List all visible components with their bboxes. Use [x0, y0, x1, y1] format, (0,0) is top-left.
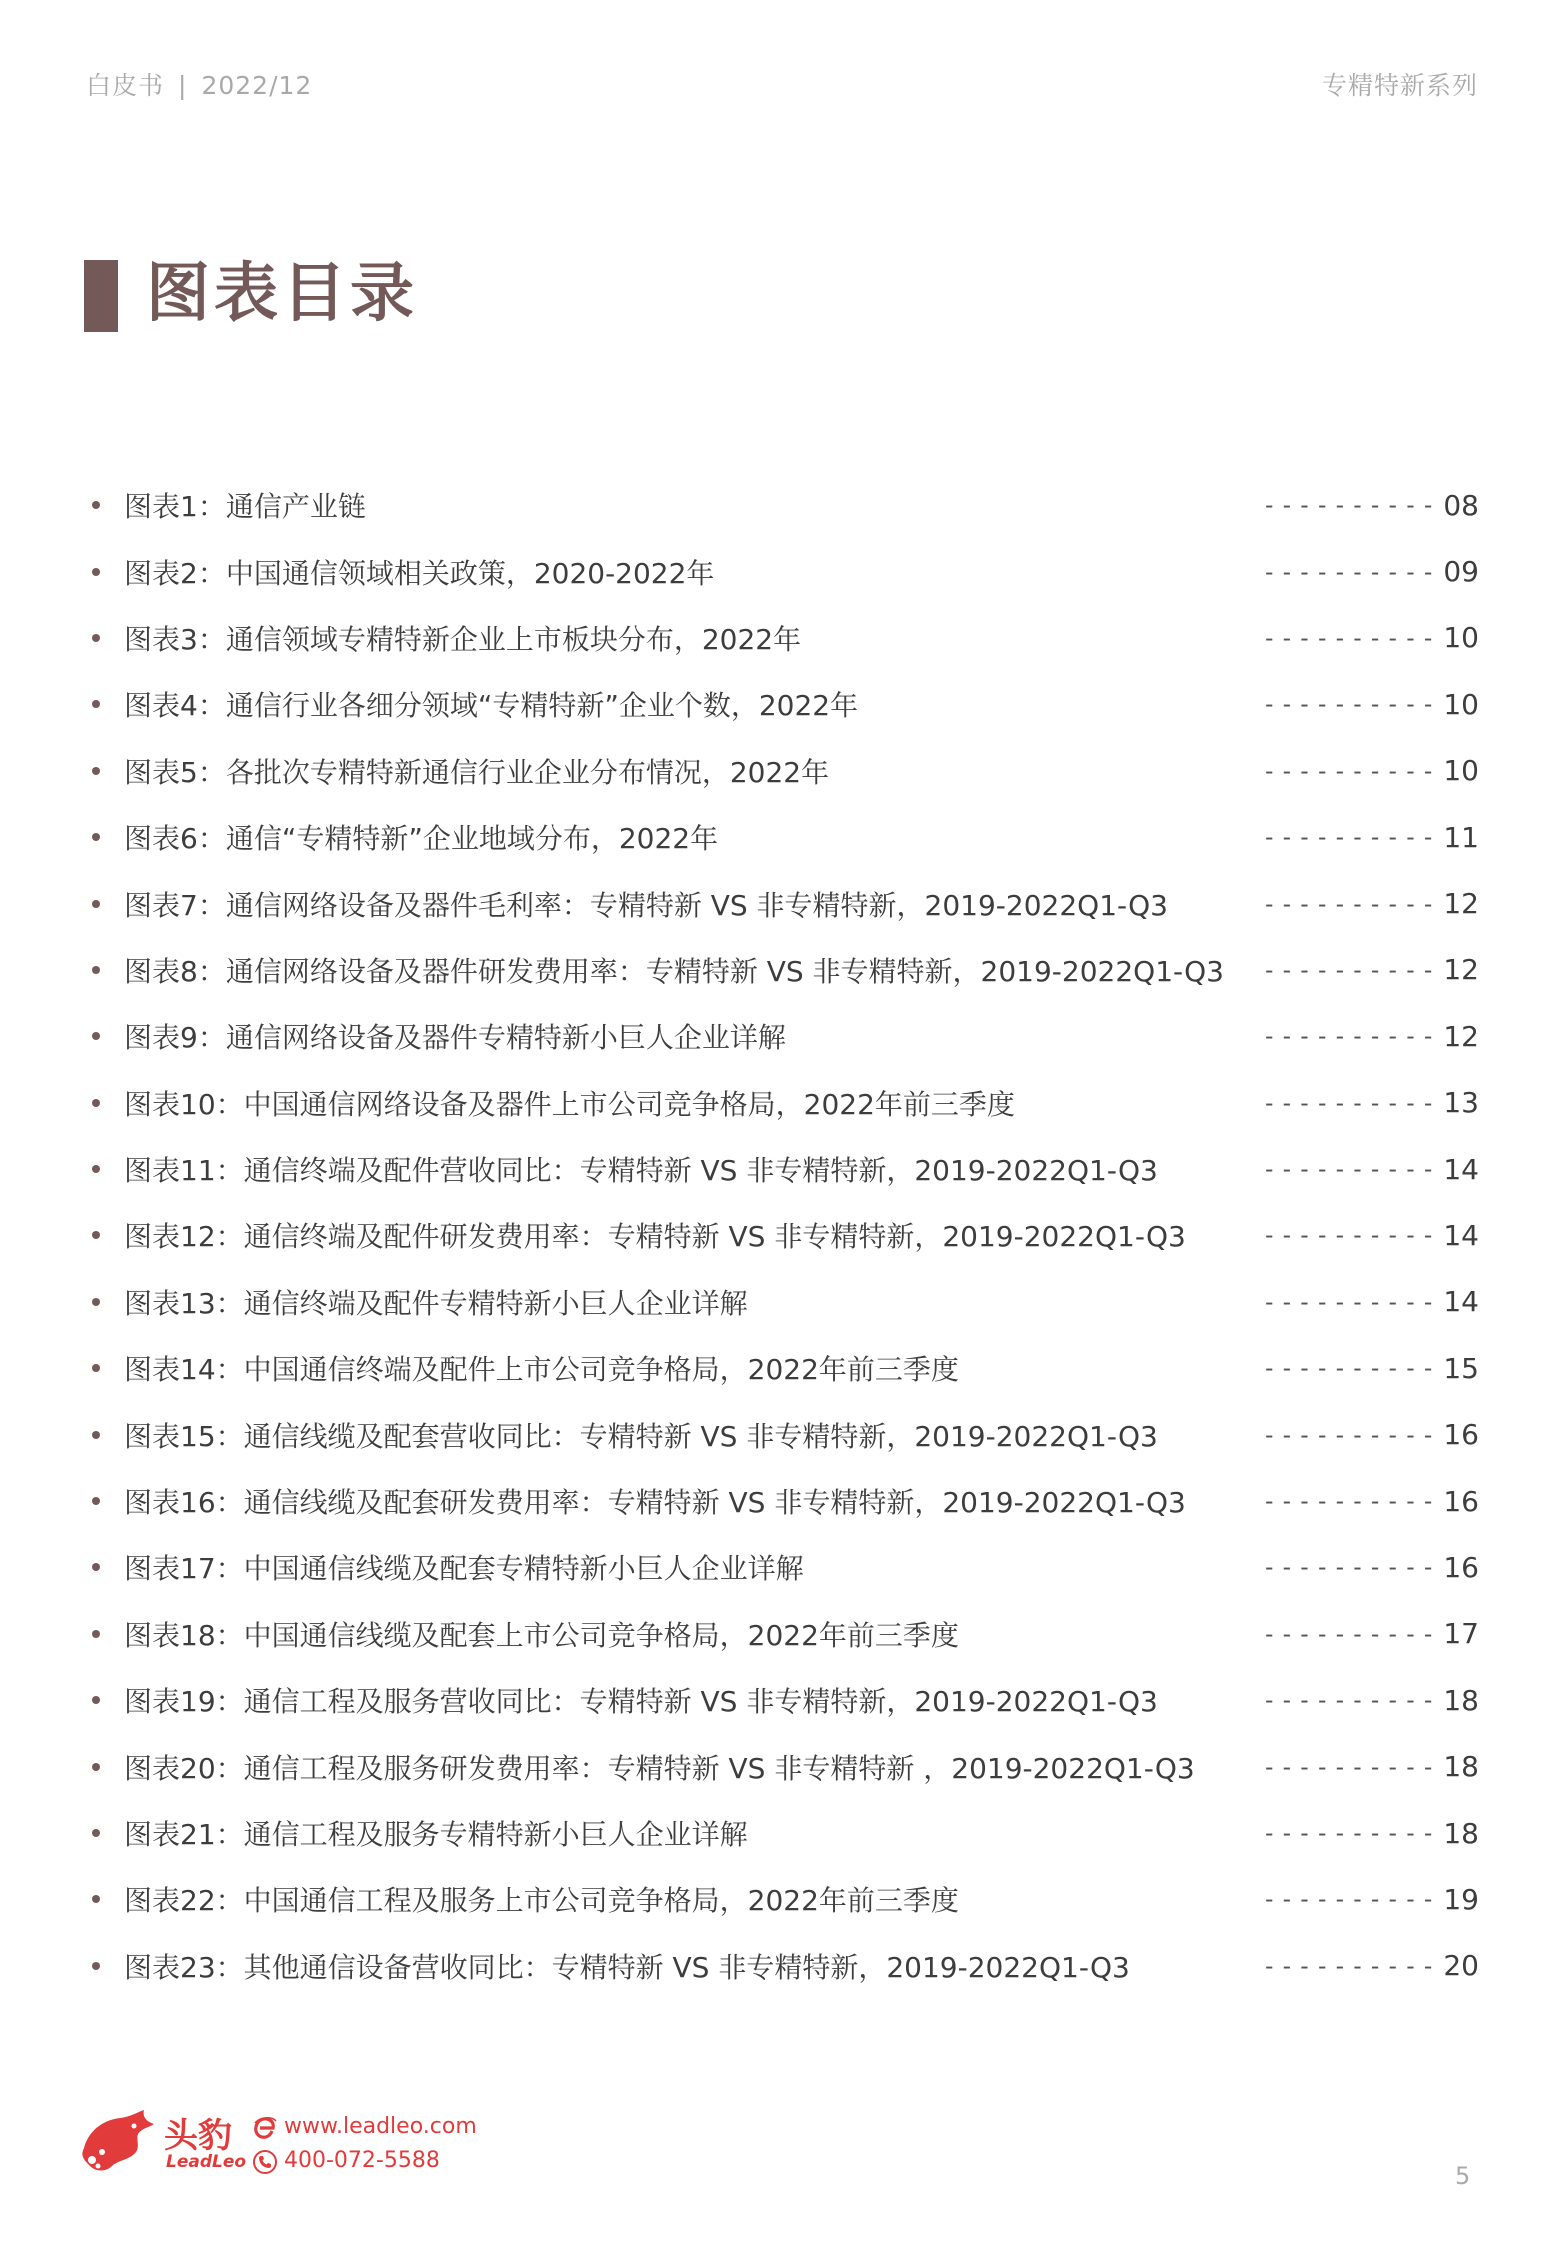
bullet-icon	[92, 568, 100, 576]
header-doc-type: 白皮书	[86, 71, 165, 100]
toc-item-leader: ----------	[1262, 1619, 1439, 1648]
toc-item-leader: ----------	[1262, 1088, 1439, 1117]
toc-item-leader: ----------	[1262, 491, 1439, 520]
toc-item-page: 18	[1443, 1683, 1479, 1717]
toc-item-leader: ----------	[1262, 557, 1439, 586]
toc-item-label: 图表9：通信网络设备及器件专精特新小巨人企业详解	[124, 1021, 786, 1055]
toc-item-page: 12	[1443, 1019, 1479, 1053]
toc-item[interactable]	[92, 1733, 1479, 1799]
toc-item[interactable]	[92, 472, 1479, 538]
toc-item-page: 14	[1443, 1285, 1479, 1319]
toc-item-page: 17	[1443, 1617, 1479, 1651]
title-accent-bar	[84, 260, 118, 332]
toc-item-page: 10	[1443, 687, 1479, 721]
toc-item[interactable]	[92, 1601, 1479, 1667]
bullet-icon	[92, 1099, 100, 1107]
toc-item-label: 图表18：中国通信线缆及配套上市公司竞争格局，2022年前三季度	[124, 1618, 959, 1652]
toc-item-leader: ----------	[1262, 1221, 1439, 1250]
bullet-icon	[92, 634, 100, 642]
toc-item-label: 图表21：通信工程及服务专精特新小巨人企业详解	[124, 1818, 748, 1851]
header-series: 专精特新系列	[1321, 71, 1478, 100]
toc-item[interactable]	[92, 1401, 1479, 1467]
toc-item[interactable]	[92, 538, 1479, 604]
toc-item-label: 图表17：中国通信线缆及配套专精特新小巨人企业详解	[124, 1552, 804, 1586]
leopard-logo-icon	[78, 2108, 156, 2174]
header-left	[86, 66, 312, 102]
toc-item-leader: ----------	[1262, 1287, 1439, 1316]
bullet-icon	[92, 1364, 100, 1372]
toc-item-page: 19	[1443, 1882, 1479, 1916]
bullet-icon	[92, 900, 100, 908]
toc-item-page: 13	[1443, 1086, 1479, 1120]
toc-item-page: 18	[1443, 1750, 1479, 1784]
toc-item-page: 16	[1443, 1550, 1479, 1584]
bullet-icon	[92, 1497, 100, 1505]
header-separator: |	[178, 71, 188, 100]
toc-item-page: 10	[1443, 754, 1479, 788]
bullet-icon	[92, 700, 100, 708]
bullet-icon	[92, 1231, 100, 1239]
toc-item-page: 10	[1443, 621, 1479, 655]
toc-item[interactable]	[92, 738, 1479, 804]
toc-item[interactable]	[92, 671, 1479, 737]
toc-item-leader: ----------	[1262, 1553, 1439, 1582]
page-number: 5	[1455, 2162, 1471, 2190]
toc-item[interactable]	[92, 1866, 1479, 1932]
toc-item-page: 14	[1443, 1218, 1479, 1252]
toc-item-label: 图表1：通信产业链	[124, 490, 366, 524]
toc-item-label: 图表19：通信工程及服务营收同比：专精特新 VS 非专精特新，2019-2022Q1-Q3	[124, 1685, 1158, 1719]
toc-item[interactable]	[92, 1335, 1479, 1401]
toc-item-label: 图表13：通信终端及配件专精特新小巨人企业详解	[124, 1286, 748, 1320]
bullet-icon	[92, 1829, 100, 1837]
toc-item[interactable]	[92, 1534, 1479, 1600]
toc-item-page: 08	[1443, 488, 1479, 522]
toc-item-leader: ----------	[1262, 1752, 1439, 1781]
table-of-figures	[92, 472, 1479, 1999]
toc-item-label: 图表16：通信线缆及配套研发费用率：专精特新 VS 非专精特新，2019-2022Q1-Q3	[124, 1486, 1186, 1520]
toc-item-leader: ----------	[1262, 690, 1439, 719]
toc-item-leader: ----------	[1262, 1354, 1439, 1383]
bullet-icon	[92, 833, 100, 841]
toc-item-label: 图表2：中国通信领域相关政策，2020-2022年	[124, 556, 715, 590]
toc-item[interactable]	[92, 1003, 1479, 1069]
toc-item-label: 图表20：通信工程及服务研发费用率：专精特新 VS 非专精特新 ，2019-2022Q1-Q3	[124, 1751, 1195, 1785]
toc-item-label: 图表12：通信终端及配件研发费用率：专精特新 VS 非专精特新，2019-2022Q1-Q3	[124, 1220, 1186, 1254]
bullet-icon	[92, 1298, 100, 1306]
toc-item-label: 图表11：通信终端及配件营收同比：专精特新 VS 非专精特新，2019-2022Q1-Q3	[124, 1154, 1158, 1188]
toc-item-page: 11	[1443, 820, 1479, 854]
toc-item-leader: ----------	[1262, 1155, 1439, 1184]
toc-item-label: 图表3：通信领域专精特新企业上市板块分布，2022年	[124, 622, 802, 656]
toc-item-page: 20	[1443, 1949, 1479, 1983]
toc-item-label: 图表7：通信网络设备及器件毛利率：专精特新 VS 非专精特新，2019-2022Q1-Q3	[124, 888, 1169, 922]
website-link[interactable]: www.leadleo.com	[284, 2114, 477, 2139]
toc-item[interactable]	[92, 937, 1479, 1003]
toc-item-label: 图表4：通信行业各细分领域“专精特新”企业个数，2022年	[124, 689, 859, 723]
toc-item-page: 16	[1443, 1418, 1479, 1452]
toc-item[interactable]	[92, 1269, 1479, 1335]
toc-item-label: 图表22：中国通信工程及服务上市公司竞争格局，2022年前三季度	[124, 1884, 959, 1918]
brand-name-cn: 头豹	[164, 2116, 232, 2156]
bullet-icon	[92, 1895, 100, 1903]
toc-item-leader: ----------	[1262, 1420, 1439, 1449]
toc-item[interactable]	[92, 1468, 1479, 1534]
toc-item-leader: ----------	[1262, 1885, 1439, 1914]
bullet-icon	[92, 1763, 100, 1771]
bullet-icon	[92, 501, 100, 509]
toc-item-label: 图表10：中国通信网络设备及器件上市公司竞争格局，2022年前三季度	[124, 1087, 1015, 1121]
toc-item-leader: ----------	[1262, 756, 1439, 785]
toc-item-leader: ----------	[1262, 623, 1439, 652]
bullet-icon	[92, 1032, 100, 1040]
toc-item[interactable]	[92, 1933, 1479, 1999]
phone-icon	[252, 2149, 278, 2175]
toc-item-page: 18	[1443, 1816, 1479, 1850]
toc-item-leader: ----------	[1262, 1022, 1439, 1051]
toc-item-leader: ----------	[1262, 1951, 1439, 1980]
toc-item-leader: ----------	[1262, 1686, 1439, 1715]
toc-item[interactable]	[92, 1667, 1479, 1733]
toc-item-leader: ----------	[1262, 1819, 1439, 1847]
toc-item-label: 图表14：中国通信终端及配件上市公司竞争格局，2022年前三季度	[124, 1353, 959, 1387]
toc-item-label: 图表6：通信“专精特新”企业地域分布，2022年	[124, 822, 719, 856]
toc-item-label: 图表23：其他通信设备营收同比：专精特新 VS 非专精特新，2019-2022Q1-Q3	[124, 1950, 1130, 1984]
toc-item-page: 12	[1443, 953, 1479, 987]
toc-item-label: 图表15：通信线缆及配套营收同比：专精特新 VS 非专精特新，2019-2022Q1-Q3	[124, 1419, 1158, 1453]
bullet-icon	[92, 1165, 100, 1173]
bullet-icon	[92, 966, 100, 974]
toc-item-leader: ----------	[1262, 955, 1439, 984]
bullet-icon	[92, 767, 100, 775]
header-date: 2022/12	[201, 71, 313, 100]
toc-item[interactable]	[92, 870, 1479, 936]
toc-item-leader: ----------	[1262, 889, 1439, 918]
bullet-icon	[92, 1630, 100, 1638]
toc-item-page: 15	[1443, 1351, 1479, 1385]
toc-item[interactable]	[92, 1202, 1479, 1268]
toc-item[interactable]	[92, 605, 1479, 671]
toc-item-label: 图表8：通信网络设备及器件研发费用率：专精特新 VS 非专精特新，2019-2022Q1-Q3	[124, 954, 1225, 988]
phone-number: 400-072-5588	[284, 2148, 440, 2173]
bullet-icon	[92, 1962, 100, 1970]
toc-item-leader: ----------	[1262, 1487, 1439, 1516]
toc-item-page: 09	[1443, 555, 1479, 589]
page-title: 图表目录	[146, 257, 418, 331]
bullet-icon	[92, 1431, 100, 1439]
toc-item-leader: ----------	[1262, 823, 1439, 852]
toc-item-page: 14	[1443, 1152, 1479, 1186]
toc-item-page: 16	[1443, 1484, 1479, 1518]
toc-item[interactable]	[92, 804, 1479, 870]
web-e-icon	[252, 2115, 278, 2141]
toc-item[interactable]	[92, 1800, 1479, 1866]
toc-item[interactable]	[92, 1070, 1479, 1136]
toc-item[interactable]	[92, 1136, 1479, 1202]
brand-name-en: LeadLeo	[166, 2152, 247, 2172]
bullet-icon	[92, 1696, 100, 1704]
toc-item-label: 图表5：各批次专精特新通信行业企业分布情况，2022年	[124, 755, 830, 789]
bullet-icon	[92, 1563, 100, 1571]
toc-item-page: 12	[1443, 887, 1479, 921]
